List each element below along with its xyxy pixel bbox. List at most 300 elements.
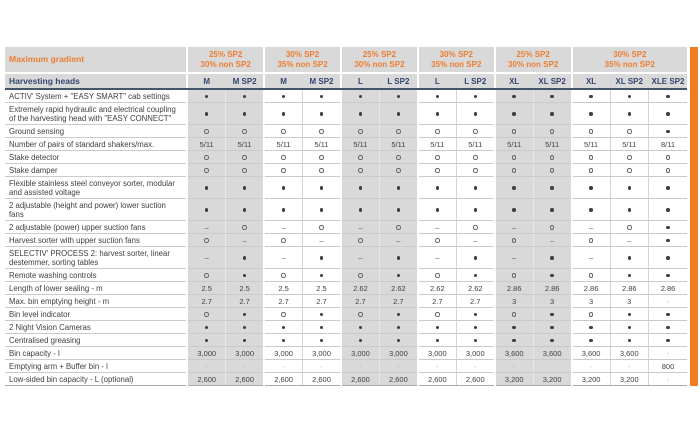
gradient-header-row [5,47,687,73]
value-cell [341,269,379,282]
value-cell [226,164,264,177]
value-cell: 3,000 [187,347,225,360]
value-cell [303,221,341,234]
value-cell [341,308,379,321]
value-cell [610,269,648,282]
not-available-dash: – [319,235,324,245]
value-cell [418,151,456,164]
harvesting-heads-row [5,73,687,89]
standard-dot-icon [436,95,440,99]
value-cell [456,247,494,269]
row-label: ACTIV' System + "EASY SMART" cab settings [5,89,187,103]
gradient-line2: 30% non SP2 [508,59,559,69]
table-row [5,347,687,360]
empty-value-dash: - [550,361,554,371]
standard-dot-icon [359,95,363,99]
row-label: Length of lower sealing - m [5,282,187,295]
standard-dot-icon [205,186,209,190]
value-cell [379,151,417,164]
value-cell [187,247,225,269]
value-cell [379,125,417,138]
not-available-dash: – [396,235,401,245]
value-cell: 2.5 [264,282,302,295]
optional-circle-icon [204,168,209,173]
optional-circle-icon [512,312,517,317]
optional-circle-icon [473,168,478,173]
value-cell [418,125,456,138]
value-cell [456,103,494,125]
value-cell [341,221,379,234]
value-cell [648,295,687,308]
value-cell [495,247,533,269]
standard-dot-icon [243,274,247,278]
value-cell [533,234,571,247]
value-cell [341,164,379,177]
gradient-line2: 35% non SP2 [277,59,328,69]
column-header: M [264,73,302,89]
column-header: XL [495,73,533,89]
value-cell [341,103,379,125]
value-cell [341,247,379,269]
optional-circle-icon [627,225,632,230]
value-cell [610,177,648,199]
value-cell [572,151,610,164]
standard-dot-icon [320,326,324,330]
standard-dot-icon [589,112,593,116]
standard-dot-icon [589,326,593,330]
value-cell: 2.86 [572,282,610,295]
value-cell: 5/11 [533,138,571,151]
value-cell: 3 [533,295,571,308]
empty-value-dash: - [243,361,246,371]
value-cell [379,234,417,247]
value-cell: 3,200 [572,373,610,386]
value-cell: 3 [572,295,610,308]
value-cell [226,199,264,221]
value-cell [456,308,494,321]
value-cell: 2,600 [187,373,225,386]
value-cell [648,234,687,247]
value-cell [418,164,456,177]
value-cell [187,360,225,373]
not-available-dash: – [435,222,440,232]
value-cell: 3,600 [610,347,648,360]
value-cell [572,177,610,199]
optional-circle-icon [550,129,555,134]
value-cell [572,164,610,177]
value-cell [303,177,341,199]
standard-dot-icon [436,112,440,116]
standard-dot-icon [359,112,363,116]
value-cell: 3,000 [418,347,456,360]
standard-dot-icon [474,313,478,317]
value-cell [456,199,494,221]
value-cell [456,334,494,347]
value-cell [456,269,494,282]
value-cell [495,103,533,125]
value-cell [495,321,533,334]
value-cell [226,247,264,269]
not-available-dash: – [435,253,440,262]
optional-circle-icon [512,129,517,134]
empty-value-dash: - [666,348,670,358]
optional-circle-icon [550,155,555,160]
optional-circle-icon [627,129,632,134]
value-cell [379,247,417,269]
value-cell [303,199,341,221]
value-cell: 2,600 [264,373,302,386]
value-cell [341,321,379,334]
optional-circle-icon [627,168,632,173]
value-cell [648,103,687,125]
value-cell [456,125,494,138]
table-row [5,321,687,334]
standard-dot-icon [397,186,401,190]
standard-dot-icon [512,186,516,190]
value-cell [226,321,264,334]
standard-dot-icon [397,339,401,343]
gradient-group-header [495,47,572,73]
value-cell [303,308,341,321]
value-cell: 2.7 [418,295,456,308]
standard-dot-icon [666,274,670,278]
optional-circle-icon [204,238,209,243]
standard-dot-icon [359,339,363,343]
value-cell [264,164,302,177]
standard-dot-icon [243,326,247,330]
value-cell [187,177,225,199]
standard-dot-icon [628,208,632,212]
standard-dot-icon [550,326,554,330]
row-label: 2 adjustable (power) upper suction fans [5,221,187,234]
value-cell [572,360,610,373]
table-row [5,125,687,138]
value-cell: 2,600 [379,373,417,386]
value-cell [572,247,610,269]
value-cell [226,308,264,321]
standard-dot-icon [512,95,516,99]
not-available-dash: – [281,253,286,262]
value-cell: 2.86 [495,282,533,295]
standard-dot-icon [320,186,324,190]
optional-circle-icon [435,312,440,317]
value-cell: 2,600 [226,373,264,386]
value-cell [264,221,302,234]
standard-dot-icon [320,313,324,317]
standard-dot-icon [397,313,401,317]
optional-circle-icon [242,155,247,160]
optional-circle-icon [550,168,555,173]
optional-circle-icon [589,155,594,160]
value-cell [495,151,533,164]
value-cell: 3 [610,295,648,308]
value-cell [187,334,225,347]
value-cell [533,321,571,334]
value-cell [418,221,456,234]
table-row [5,221,687,234]
table-row [5,373,687,386]
value-cell [418,234,456,247]
table-body [5,89,687,386]
column-header: XLE SP2 [648,73,687,89]
value-cell [610,164,648,177]
value-cell [187,269,225,282]
gradient-line2: 35% non SP2 [431,59,482,69]
row-label: Remote washing controls [5,269,187,282]
optional-circle-icon [435,168,440,173]
value-cell: 2.62 [418,282,456,295]
row-label: Emptying arm + Buffer bin - l [5,360,187,373]
optional-circle-icon [281,312,286,317]
value-cell: 3,000 [226,347,264,360]
optional-circle-icon [589,238,594,243]
value-cell: 2.62 [456,282,494,295]
not-available-dash: – [512,253,517,262]
empty-value-dash: - [397,361,400,371]
column-header: M [187,73,225,89]
value-cell [303,151,341,164]
value-cell [264,234,302,247]
value-cell [264,177,302,199]
optional-circle-icon [396,168,401,173]
standard-dot-icon [436,326,440,330]
standard-dot-icon [666,239,670,243]
value-cell: 2,600 [418,373,456,386]
value-cell [226,125,264,138]
standard-dot-icon [205,95,209,99]
value-cell [495,334,533,347]
standard-dot-icon [397,326,401,330]
value-cell: 5/11 [264,138,302,151]
standard-dot-icon [243,256,247,260]
value-cell: 3,000 [341,347,379,360]
standard-dot-icon [282,339,286,343]
standard-dot-icon [474,326,478,330]
value-cell: 2.86 [648,282,687,295]
standard-dot-icon [243,339,247,343]
empty-value-dash: - [666,374,670,384]
value-cell [456,151,494,164]
value-cell: 2,600 [303,373,341,386]
empty-value-dash: - [474,361,477,371]
standard-dot-icon [397,112,401,116]
value-cell [187,164,225,177]
empty-value-dash: - [628,361,631,371]
value-cell [533,199,571,221]
optional-circle-icon [242,225,247,230]
value-cell [226,360,264,373]
value-cell: 2.7 [341,295,379,308]
optional-circle-icon [358,155,363,160]
standard-dot-icon [320,256,324,260]
table-row [5,89,687,103]
table-row [5,269,687,282]
value-cell [533,164,571,177]
standard-dot-icon [436,186,440,190]
table-row [5,103,687,125]
value-cell [264,360,302,373]
value-cell [341,151,379,164]
standard-dot-icon [666,256,670,260]
column-header: XL SP2 [533,73,571,89]
standard-dot-icon [282,95,286,99]
value-cell [495,308,533,321]
value-cell [533,247,571,269]
not-available-dash: – [242,235,247,245]
standard-dot-icon [550,112,554,116]
optional-circle-icon [589,168,594,173]
standard-dot-icon [550,274,554,278]
value-cell [495,89,533,103]
standard-dot-icon [474,112,478,116]
row-label: Flexible stainless steel conveyor sorter, modular and assisted voltage [5,177,187,199]
value-cell [648,269,687,282]
gradient-line1: 25% SP2 [362,50,397,59]
value-cell [610,247,648,269]
value-cell [341,334,379,347]
value-cell: 3,200 [610,373,648,386]
value-cell [610,234,648,247]
optional-circle-icon [204,155,209,160]
not-available-dash: – [512,222,517,232]
value-cell [572,308,610,321]
gradient-line2: 35% non SP2 [604,59,655,69]
value-cell [226,234,264,247]
value-cell [187,151,225,164]
optional-circle-icon [319,168,324,173]
value-cell [187,308,225,321]
value-cell [495,125,533,138]
standard-dot-icon [628,95,632,99]
maximum-gradient-label: Maximum gradient [5,47,187,73]
standard-dot-icon [666,186,670,190]
optional-circle-icon [512,238,517,243]
optional-circle-icon [204,312,209,317]
value-cell: 2.5 [303,282,341,295]
value-cell [187,321,225,334]
harvesting-heads-label: Harvesting heads [5,73,187,89]
value-cell: 3,600 [533,347,571,360]
standard-dot-icon [550,95,554,99]
value-cell: 2.86 [533,282,571,295]
value-cell [303,334,341,347]
standard-dot-icon [512,339,516,343]
value-cell [495,269,533,282]
optional-circle-icon [204,129,209,134]
value-cell [533,221,571,234]
value-cell: 5/11 [495,138,533,151]
not-available-dash: – [588,253,594,262]
value-cell [610,103,648,125]
not-available-dash: – [281,222,286,232]
value-cell [303,164,341,177]
spec-table-wrap [5,47,698,386]
standard-dot-icon [666,326,670,330]
value-cell [456,164,494,177]
value-cell: 3,000 [303,347,341,360]
value-cell [648,347,687,360]
row-label: 2 Night Vision Cameras [5,321,187,334]
value-cell [610,321,648,334]
not-available-dash: – [627,235,632,245]
value-cell [533,269,571,282]
standard-dot-icon [282,186,286,190]
standard-dot-icon [589,186,593,190]
standard-dot-icon [205,208,209,212]
value-cell: 5/11 [303,138,341,151]
value-cell [379,269,417,282]
value-cell [533,103,571,125]
standard-dot-icon [474,274,478,278]
value-cell [572,103,610,125]
value-cell [533,177,571,199]
value-cell [495,177,533,199]
value-cell [572,89,610,103]
gradient-group-header [418,47,495,73]
value-cell [418,89,456,103]
optional-circle-icon [589,129,594,134]
standard-dot-icon [359,208,363,212]
optional-circle-icon [627,155,632,160]
value-cell [187,199,225,221]
optional-circle-icon [358,273,363,278]
standard-dot-icon [282,112,286,116]
not-available-dash: – [204,222,209,232]
value-cell [418,360,456,373]
optional-circle-icon [589,312,594,317]
optional-circle-icon [550,225,555,230]
value-cell [264,321,302,334]
optional-circle-icon [204,273,209,278]
standard-dot-icon [628,112,632,116]
value-cell [187,221,225,234]
optional-circle-icon [396,129,401,134]
value-cell: 2.7 [187,295,225,308]
value-cell [341,360,379,373]
table-row [5,334,687,347]
value-cell [418,334,456,347]
value-cell: 2,600 [341,373,379,386]
value-cell [418,177,456,199]
standard-dot-icon [550,339,554,343]
value-cell [379,321,417,334]
value-cell [495,360,533,373]
value-cell: 2.7 [379,295,417,308]
value-cell [572,125,610,138]
table-row [5,234,687,247]
value-cell [264,247,302,269]
value-cell [187,234,225,247]
harvester-spec-table [5,47,687,386]
value-cell: 2.5 [187,282,225,295]
value-cell [264,308,302,321]
column-header: M SP2 [226,73,264,89]
value-cell [648,334,687,347]
standard-dot-icon [320,274,324,278]
value-cell: 3,200 [533,373,571,386]
value-cell [379,199,417,221]
table-row [5,308,687,321]
optional-circle-icon [396,155,401,160]
standard-dot-icon [589,339,593,343]
optional-circle-icon [358,168,363,173]
value-cell [533,151,571,164]
table-row [5,295,687,308]
standard-dot-icon [205,326,209,330]
value-cell [572,269,610,282]
value-cell [572,234,610,247]
value-cell [610,308,648,321]
